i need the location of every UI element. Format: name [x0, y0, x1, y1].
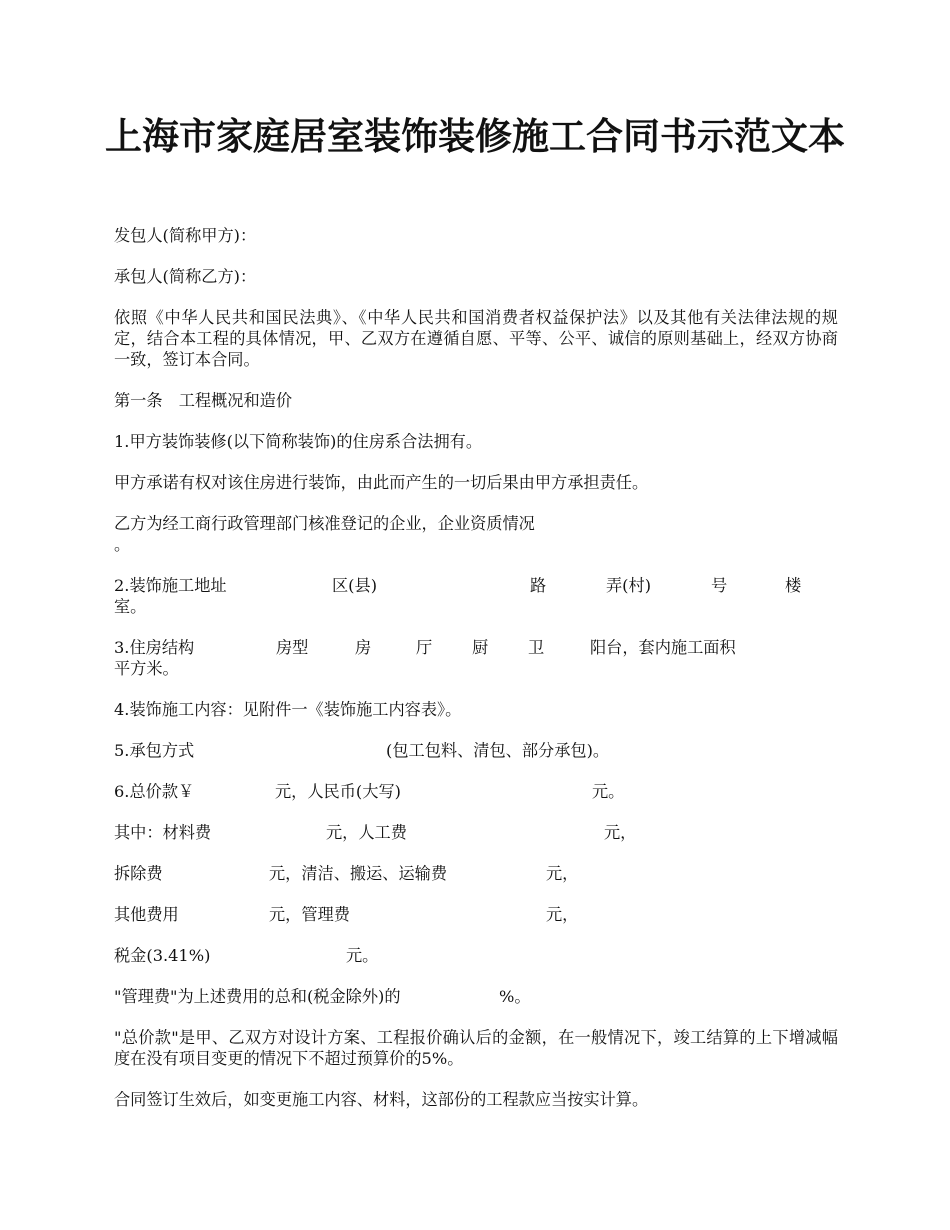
management-fee-text: "管理费"为上述费用的总和(税金除外)的	[114, 987, 401, 1006]
structure-type: 房型	[276, 638, 309, 657]
management-fee-end: %。	[499, 987, 531, 1006]
total-price-line	[114, 781, 838, 802]
structure-label: 3.住房结构	[114, 638, 195, 657]
tax-end: 元。	[346, 946, 379, 965]
item-1-line: 1.甲方装饰装修(以下简称装饰)的住房系合法拥有。	[114, 432, 483, 451]
total-price-end: 元。	[592, 782, 625, 801]
party-a-line: 发包人(简称甲方)：	[114, 226, 257, 245]
structure-balcony-area: 阳台，套内施工面积	[590, 638, 736, 657]
costs-line-2-end: 元，	[546, 864, 579, 883]
management-cost-label: 元，管理费	[269, 905, 350, 924]
qualification-end: 。	[114, 535, 131, 554]
total-price-label: 6.总价款￥	[114, 782, 195, 801]
other-cost-label: 其他费用	[114, 905, 179, 924]
contract-method-label: 5.承包方式	[114, 741, 195, 760]
cleaning-cost-label: 元，清洁、搬运、运输费	[269, 864, 448, 883]
item-1-commitment-line: 甲方承诺有权对该住房进行装饰，由此而产生的一切后果由甲方承担责任。	[114, 473, 649, 492]
labor-cost-label: 元，人工费	[326, 823, 407, 842]
address-label: 2.装饰施工地址	[114, 576, 227, 595]
structure-unit: 平方米。	[114, 659, 179, 678]
address-line	[114, 575, 838, 596]
demolition-cost-label: 拆除费	[114, 864, 163, 883]
structure-kitchen: 厨	[472, 638, 489, 657]
tax-label: 税金(3.41%)	[114, 946, 211, 965]
address-room: 室。	[114, 597, 147, 616]
costs-line-3-end: 元，	[546, 905, 579, 924]
article-1-heading: 第一条 工程概况和造价	[114, 391, 293, 410]
item-4-line: 4.装饰施工内容：见附件一《装饰施工内容表》。	[114, 700, 462, 719]
address-number: 号	[711, 576, 728, 595]
structure-bath: 卫	[528, 638, 545, 657]
management-fee-line	[114, 986, 838, 1007]
address-lane: 弄(村)	[606, 576, 652, 595]
preamble-paragraph: 依照《中华人民共和国民法典》、《中华人民共和国消费者权益保护法》以及其他有关法律法规的规定，结合本工程的具体情况，甲、乙双方在遵循自愿、平等、公平、诚信的原则基础上，经双方协商一致，签订本合同。	[114, 308, 838, 369]
qualification-line: 乙方为经工商行政管理部门核准登记的企业，企业资质情况	[114, 514, 535, 533]
contract-method-line	[114, 740, 838, 761]
costs-line-1	[114, 822, 838, 843]
address-building: 楼	[785, 576, 802, 595]
material-cost-label: 其中：材料费	[114, 823, 212, 842]
structure-room: 房	[355, 638, 372, 657]
tax-line	[114, 945, 838, 966]
structure-line	[114, 637, 838, 658]
costs-line-2	[114, 863, 838, 884]
contract-method-options: (包工包料、清包、部分承包)。	[386, 741, 610, 760]
change-note: 合同签订生效后，如变更施工内容、材料，这部份的工程款应当按实计算。	[114, 1090, 649, 1109]
address-road: 路	[530, 576, 547, 595]
party-b-line: 承包人(简称乙方)：	[114, 267, 257, 286]
document-title: 上海市家庭居室装饰装修施工合同书示范文本	[105, 114, 845, 158]
structure-hall: 厅	[416, 638, 433, 657]
costs-line-3	[114, 904, 838, 925]
total-price-rmb: 元，人民币(大写)	[275, 782, 401, 801]
address-district: 区(县)	[332, 576, 378, 595]
total-price-note: "总价款"是甲、乙双方对设计方案、工程报价确认后的金额，在一般情况下，竣工结算的上下增减幅度在没有项目变更的情况下不超过预算价的5%。	[114, 1028, 838, 1068]
costs-line-1-end: 元，	[604, 823, 637, 842]
